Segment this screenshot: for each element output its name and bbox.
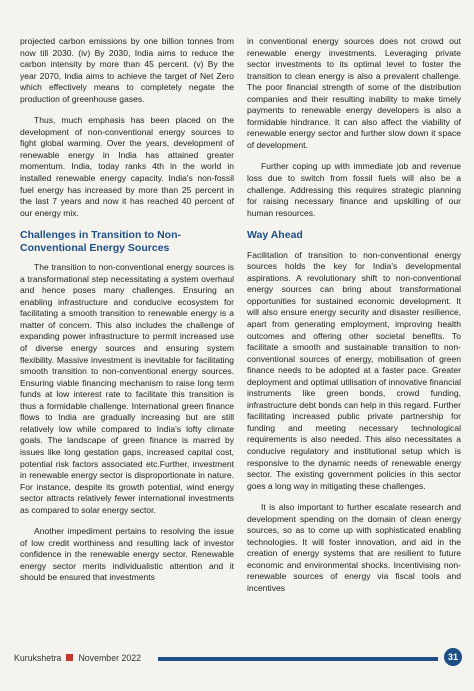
right-paragraph-3: Facilitation of transition to non-conventional energy sources holds the key for India's developmental aspirations. A revolutionary shift to non-conventional energy sources can bring about transformational opportunities for sustained economic development. It will also ensure energy security and disaster resilience, apart from generating employment, improving health outcomes and offering other societal benefits. To facilitate a smooth and sustainable transition to non-conventional sources of energy, mobilisation of green finance needs to be adopted at a faster pace. Greater deployment and optimal utilisation of innovative financial instruments like green bonds, crowd funding, infrastructure debt bonds can help in this regard. Further facilitating increased public private partnership for funding and meeting necessary technological requirements is also needed. This also necessitates a conducive regulatory and institutional setup which is responsive to the dynamic needs of renewable energy sector. The existing government policies in this sector goes a long way in mitigating these challenges.: [247, 249, 461, 491]
footer-label: [14, 653, 141, 663]
left-paragraph-3: The transition to non-conventional energy sources is a transformational step necessitating a system overhaul and hence poses many challenges. Ensuring an enabling infrastructure and conducive ecosystem for facilitating a smooth transition to renewable energy is a matter of concern. This also includes the challenge of expanding power infrastructure to permit increased use of diverse energy sources and ensuring system flexibility. Massive investment is inevitable for facilitating smooth transition to non-conventional energy sources. Ensuring viable financing mechanism to raise long term funds at low interest rate to facilitate this transition is thus a formidable challenge. International green finance flows to India are gradually increasing but are still relatively low while compared to India's lofty climate goals. The landscape of green finance is marred by issues like long gestation gaps, increased capital cost, potential risk factors associated etc.Further, investment in renewable energy sector is disproportionate in nature. For instance, despite its growth potential, wind energy sector attracts relatively fewer international investments as compared to solar energy sector.: [20, 262, 234, 515]
right-paragraph-2: Further coping up with immediate job and revenue loss due to switch from fossil fuels will also be a challenge. Addressing this requires strategic planning for raising necessary finance and upskilling of our human resources.: [247, 161, 461, 218]
right-paragraph-1: in conventional energy sources does not crowd out renewable energy investments. Leveraging private sector investments to its optimal level to foster the transition to clean energy is also a prevalent challenge. The poor financial strength of some of the distribution companies and their resulting inability to make timely payments to renewable energy developers is also a formidable hindrance. It can also affect the viability of renewable energy sector and further slow down it space of development.: [247, 36, 461, 150]
right-paragraph-4: It is also important to further escalate research and development spending on the domain of clean energy sources, so as to come up with sophisticated enabling technologies. It will foster innovation, and aid in the creation of energy systems that are resilient to future economic and environmental shocks. Incentivising non-renewable sources of energy via fiscal tools and incentives: [247, 502, 461, 594]
left-paragraph-1: projected carbon emissions by one billion tonnes from now till 2030. (iv) By 2030, India aims to reduce the carbon intensity by more than 45 percent. (v) By the year 2070, India aims to achieve the target of Net Zero which effectively means to completely negate the production of greenhouse gases.: [20, 36, 234, 104]
footer-rule: [158, 657, 438, 661]
page-footer: [14, 648, 462, 668]
magazine-name: Kurukshetra: [14, 653, 62, 663]
issue-date: November 2022: [78, 653, 142, 663]
footer-marker: [66, 654, 73, 661]
page-number: 31: [444, 648, 462, 666]
right-column: [247, 36, 461, 605]
left-column: [20, 36, 234, 594]
left-paragraph-4: Another impediment pertains to resolving the issue of low credit worthiness and resulting lack of investor confidence in the renewable energy sector. Renewable energy sector merits individualistic attention and it should be ensured that investments: [20, 526, 234, 583]
section-heading-way-ahead: Way Ahead: [247, 229, 303, 242]
section-heading-challenges: Challenges in Transition to Non-Conventional Energy Sources: [20, 229, 182, 254]
left-paragraph-2: Thus, much emphasis has been placed on the development of non-conventional energy sources to fight global warming. Over the years, development of renewable energy in India has attained greater momentum. India, today ranks 4th in the world in installed renewable energy capacity. India's non-fossil fuel energy has increased by more than 25 percent in the last 7 years and now it has reached 40 percent of our energy mix.: [20, 115, 234, 218]
